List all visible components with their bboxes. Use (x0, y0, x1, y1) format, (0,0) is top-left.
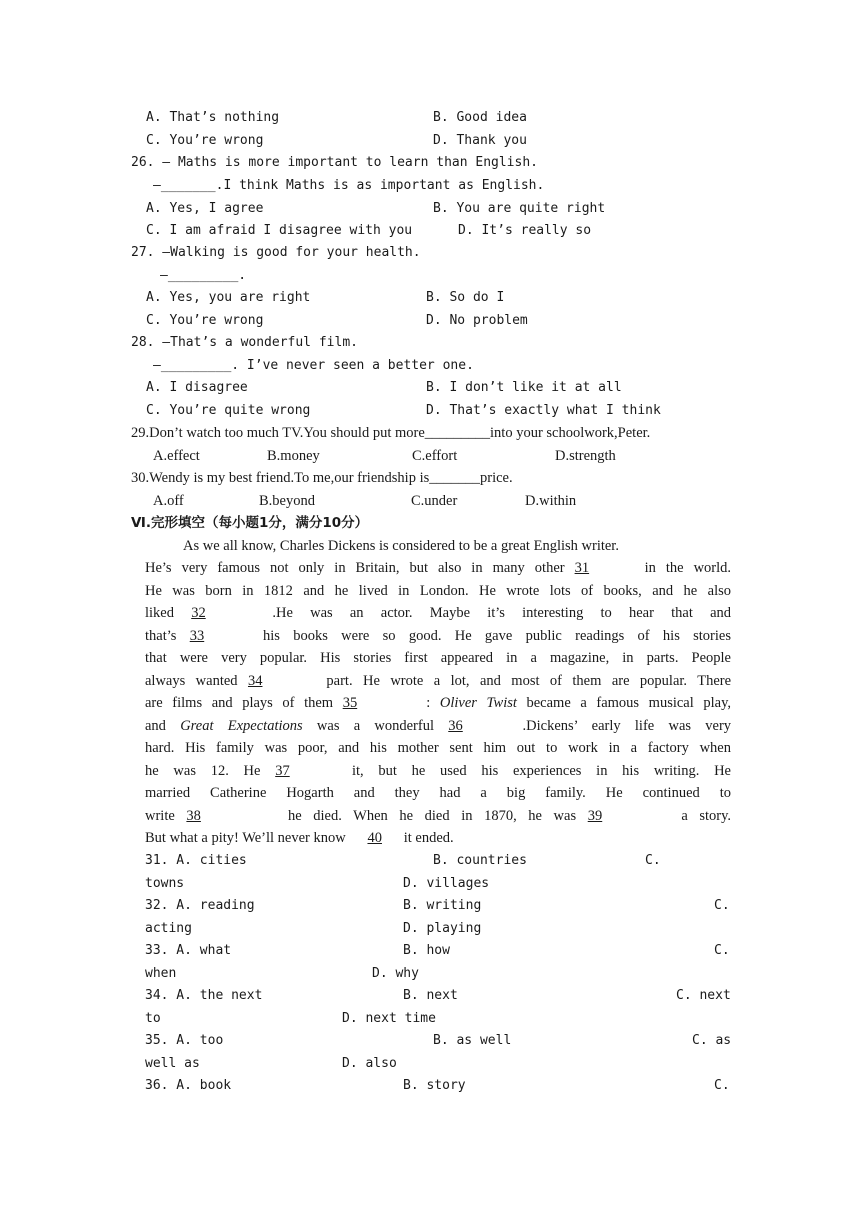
passage-text: his books were so good. He gave public readings of his stories (263, 628, 731, 644)
passage-line-11 (145, 763, 731, 779)
q27-option-a: A. Yes, you are right (146, 290, 311, 305)
q26-option-b: B. You are quite right (433, 201, 606, 216)
passage-line-1: As we all know, Charles Dickens is considered to be a great English writer. (183, 538, 619, 554)
passage-text: always wanted (145, 673, 238, 689)
q27-option-c: C. You’re wrong (146, 313, 264, 328)
blank-33: 33 (189, 628, 205, 644)
passage-text: in the world. (644, 560, 732, 576)
q35-option-d: D. also (342, 1056, 397, 1071)
q34-option-c-text: to (145, 1011, 161, 1026)
passage-line-8 (145, 695, 731, 711)
passage-line-5 (145, 628, 731, 644)
blank-38: 38 (186, 808, 201, 824)
q34-option-a: 34. A. the next (145, 988, 263, 1003)
blank-36: 36 (448, 718, 463, 734)
q36-option-c-label: C. (714, 1078, 730, 1093)
q31-option-c-text: towns (145, 876, 185, 891)
passage-text: and (145, 718, 166, 734)
q29-option-c: C.effort (412, 448, 458, 464)
q29-option-a: A.effect (153, 448, 200, 464)
q25-option-c: C. You’re wrong (146, 133, 264, 148)
q34-option-b: B. next (403, 988, 458, 1003)
q30-question: 30.Wendy is my best friend.To me,our friendship is_______price. (131, 470, 513, 486)
blank-34: 34 (247, 673, 263, 689)
passage-line-7 (145, 673, 731, 689)
passage-line-2 (145, 560, 731, 576)
passage-text: was a wonderful (316, 718, 434, 734)
blank-40: 40 (367, 830, 382, 846)
q28-option-d: D. That’s exactly what I think (426, 403, 661, 418)
q35-option-c-text: well as (145, 1056, 200, 1071)
passage-line-10: hard. His family was poor, and his mother sent him out to work in a factory when (145, 740, 731, 756)
q30-option-a: A.off (153, 493, 184, 509)
passage-text: write (145, 808, 175, 824)
q36-option-b: B. story (403, 1078, 466, 1093)
q30-option-b: B.beyond (259, 493, 315, 509)
q32-option-a: 32. A. reading (145, 898, 255, 913)
q30-option-c: C.under (411, 493, 458, 509)
blank-35: 35 (342, 695, 358, 711)
q35-option-c-label: C. as (692, 1033, 732, 1048)
q26-option-a: A. Yes, I agree (146, 201, 264, 216)
q33-option-b: B. how (403, 943, 450, 958)
passage-text: he was 12. He (145, 763, 261, 779)
q27-option-d: D. No problem (426, 313, 528, 328)
passage-line-12: married Catherine Hogarth and they had a big family. He continued to (145, 785, 731, 801)
blank-32: 32 (191, 605, 206, 621)
passage-text: He’s very famous not only in Britain, but also in many other (145, 560, 565, 576)
title-great-expectations: Great Expectations (180, 718, 303, 734)
q27-option-b: B. So do I (426, 290, 505, 305)
q26-question: 26. — Maths is more important to learn than English. (131, 155, 538, 170)
passage-text: .Dickens’ early life was very (522, 718, 732, 734)
blank-31: 31 (574, 560, 590, 576)
q30-option-d: D.within (525, 493, 577, 509)
q26-option-c: C. I am afraid I disagree with you (146, 223, 413, 238)
q26-response: —_______.I think Maths is as important as English. (153, 178, 545, 193)
passage-line-3: He was born in 1812 and he lived in London. He wrote lots of books, and he also (145, 583, 731, 599)
q31-option-d: D. villages (403, 876, 490, 891)
q25-option-d: D. Thank you (433, 133, 527, 148)
q28-option-a: A. I disagree (146, 380, 248, 395)
q32-option-c-text: acting (145, 921, 192, 936)
q27-response: —_________. (160, 268, 247, 283)
passage-line-13 (145, 808, 731, 824)
q32-option-c-label: C. (714, 898, 730, 913)
passage-text: : (426, 695, 431, 711)
q32-option-b: B. writing (403, 898, 482, 913)
passage-text: a story. (681, 808, 732, 824)
q29-option-b: B.money (267, 448, 320, 464)
q27-question: 27. —Walking is good for your health. (131, 245, 421, 260)
q34-option-c-label: C. next (676, 988, 731, 1003)
q28-response: —_________. I’ve never seen a better one. (153, 358, 474, 373)
passage-text: became a famous musical play, (526, 695, 732, 711)
passage-text: it ended. (403, 830, 454, 846)
passage-text: it, but he used his experiences in his writing. He (351, 763, 731, 779)
q33-option-a: 33. A. what (145, 943, 232, 958)
title-oliver-twist: Oliver Twist (439, 695, 517, 711)
section-heading-cloze: Ⅵ.完形填空（每小题1分，满分10分） (131, 515, 369, 531)
passage-line-14 (145, 830, 454, 846)
passage-line-6: that were very popular. His stories first appeared in a magazine, in parts. People (145, 650, 731, 666)
passage-text: But what a pity! We’ll never know (145, 830, 346, 846)
q28-option-c: C. You’re quite wrong (146, 403, 311, 418)
q33-option-c-text: when (145, 966, 177, 981)
passage-text: part. He wrote a lot, and most of them are popular. There (326, 673, 732, 689)
q33-option-d: D. why (372, 966, 419, 981)
q28-question: 28. —That’s a wonderful film. (131, 335, 358, 350)
passage-text: are films and plays of them (145, 695, 334, 711)
passage-text: that’s (145, 628, 177, 644)
passage-text: liked (145, 605, 174, 621)
passage-text: he died. When he died in 1870, he was (287, 808, 577, 824)
q28-option-b: B. I don’t like it at all (426, 380, 622, 395)
q32-option-d: D. playing (403, 921, 482, 936)
q31-option-c-label: C. (645, 853, 661, 868)
q29-question: 29.Don’t watch too much TV.You should put more_________into your schoolwork,Peter. (131, 425, 651, 441)
blank-37: 37 (275, 763, 290, 779)
q29-option-d: D.strength (555, 448, 616, 464)
blank-39: 39 (587, 808, 603, 824)
q25-option-a: A. That’s nothing (146, 110, 280, 125)
q26-option-d: D. It’s really so (458, 223, 592, 238)
q31-option-a: 31. A. cities (145, 853, 247, 868)
passage-line-4 (145, 605, 731, 621)
q35-option-a: 35. A. too (145, 1033, 224, 1048)
q34-option-d: D. next time (342, 1011, 436, 1026)
q33-option-c-label: C. (714, 943, 730, 958)
q31-option-b: B. countries (433, 853, 527, 868)
q35-option-b: B. as well (433, 1033, 512, 1048)
q36-option-a: 36. A. book (145, 1078, 232, 1093)
q25-option-b: B. Good idea (433, 110, 527, 125)
passage-text: .He was an actor. Maybe it’s interesting to hear that and (272, 605, 732, 621)
passage-line-9 (145, 718, 731, 734)
